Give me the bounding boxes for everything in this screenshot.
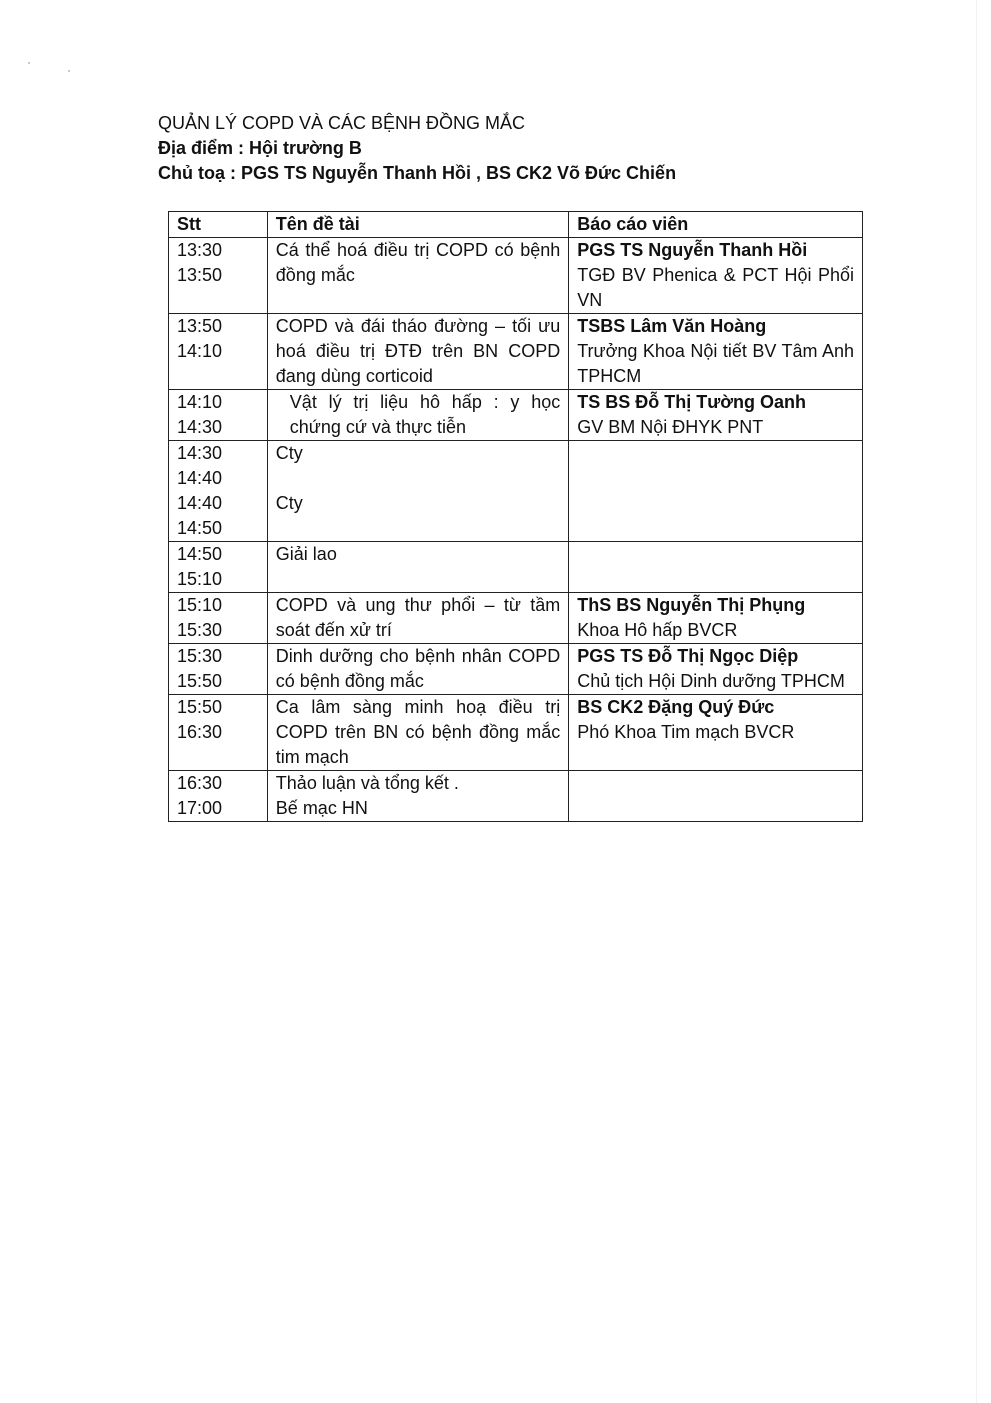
speaker-name: TSBS Lâm Văn Hoàng <box>577 316 767 336</box>
topic-text: Cá thể hoá điều trị COPD có bệnh đồng mắc <box>275 240 561 285</box>
topic-sponsor-2: Cty <box>275 493 303 513</box>
session-location: Địa điểm : Hội trường B <box>158 138 362 158</box>
time-end: 15:30 <box>177 620 223 640</box>
time-3: 14:40 <box>177 493 223 513</box>
speaker-org: TGĐ BV Phenica & PCT Hội Phổi VN <box>577 265 854 310</box>
time-cell <box>169 542 268 593</box>
session-chairs: Chủ toạ : PGS TS Nguyễn Thanh Hồi , BS CK2 Võ Đức Chiến <box>158 163 677 183</box>
table-row <box>169 644 863 695</box>
time-cell <box>169 593 268 644</box>
table-row <box>169 542 863 593</box>
time-end: 14:10 <box>177 341 223 361</box>
topic-sponsor-1: Cty <box>275 443 303 463</box>
table-row <box>169 314 863 390</box>
topic-cell <box>267 390 568 441</box>
time-end: 13:50 <box>177 265 223 285</box>
scan-speck <box>68 70 70 72</box>
header-topic: Tên đề tài <box>267 212 568 238</box>
time-end: 14:30 <box>177 417 223 437</box>
table-row <box>169 238 863 314</box>
schedule-table <box>168 211 863 822</box>
speaker-cell <box>569 390 863 441</box>
speaker-cell-empty <box>569 441 863 542</box>
speaker-cell <box>569 314 863 390</box>
time-cell <box>169 695 268 771</box>
topic-cell <box>267 238 568 314</box>
header-stt: Stt <box>169 212 268 238</box>
topic-cell <box>267 593 568 644</box>
time-1: 14:30 <box>177 443 223 463</box>
speaker-name: ThS BS Nguyễn Thị Phụng <box>577 595 806 615</box>
table-row <box>169 441 863 542</box>
time-cell <box>169 390 268 441</box>
topic-adjourn: Bế mạc HN <box>275 798 368 818</box>
scan-edge-shadow <box>976 0 977 1403</box>
topic-text: Dinh dưỡng cho bệnh nhân COPD có bệnh đồng mắc <box>275 646 561 691</box>
topic-cell <box>267 542 568 593</box>
speaker-org: Chủ tịch Hội Dinh dưỡng TPHCM <box>577 671 845 691</box>
time-end: 15:10 <box>177 569 223 589</box>
topic-text: Vật lý trị liệu hô hấp : y học chứng cứ và thực tiễn <box>289 392 561 437</box>
time-start: 14:10 <box>177 392 223 412</box>
speaker-cell <box>569 593 863 644</box>
document-header <box>158 111 878 186</box>
time-start: 13:50 <box>177 316 223 336</box>
topic-cell <box>267 314 568 390</box>
topic-text: COPD và ung thư phổi – từ tầm soát đến xử trí <box>275 595 561 640</box>
time-4: 14:50 <box>177 518 223 538</box>
topic-text: COPD và đái tháo đường – tối ưu hoá điều trị ĐTĐ trên BN COPD đang dùng corticoid <box>275 316 561 386</box>
table-row <box>169 771 863 822</box>
spacer <box>276 466 560 491</box>
time-end: 17:00 <box>177 798 223 818</box>
table-row <box>169 593 863 644</box>
speaker-cell-empty <box>569 771 863 822</box>
table-header-row <box>169 212 863 238</box>
topic-cell <box>267 644 568 695</box>
speaker-name: PGS TS Nguyễn Thanh Hồi <box>577 240 808 260</box>
speaker-org: GV BM Nội ĐHYK PNT <box>577 417 764 437</box>
time-cell <box>169 644 268 695</box>
time-cell <box>169 314 268 390</box>
time-end: 15:50 <box>177 671 223 691</box>
time-start: 15:30 <box>177 646 223 666</box>
topic-closing: Thảo luận và tổng kết . <box>275 773 459 793</box>
speaker-name: BS CK2 Đặng Quý Đức <box>577 697 775 717</box>
speaker-cell <box>569 695 863 771</box>
topic-text: Giải lao <box>275 544 337 564</box>
speaker-cell <box>569 238 863 314</box>
header-speaker: Báo cáo viên <box>569 212 863 238</box>
speaker-org: Khoa Hô hấp BVCR <box>577 620 738 640</box>
time-start: 14:50 <box>177 544 223 564</box>
speaker-name: TS BS Đỗ Thị Tường Oanh <box>577 392 807 412</box>
speaker-cell <box>569 644 863 695</box>
table-row <box>169 695 863 771</box>
time-start: 15:10 <box>177 595 223 615</box>
time-cell <box>169 238 268 314</box>
scan-speck <box>28 62 30 64</box>
time-start: 16:30 <box>177 773 223 793</box>
time-end: 16:30 <box>177 722 223 742</box>
session-title: QUẢN LÝ COPD VÀ CÁC BỆNH ĐỒNG MẮC <box>158 113 526 133</box>
topic-text: Ca lâm sàng minh hoạ điều trị COPD trên BN có bệnh đồng mắc tim mạch <box>275 697 561 767</box>
time-start: 15:50 <box>177 697 223 717</box>
speaker-name: PGS TS Đỗ Thị Ngọc Diệp <box>577 646 799 666</box>
topic-cell <box>267 441 568 542</box>
speaker-cell-empty <box>569 542 863 593</box>
topic-cell <box>267 695 568 771</box>
speaker-org: Phó Khoa Tim mạch BVCR <box>577 722 795 742</box>
time-start: 13:30 <box>177 240 223 260</box>
time-2: 14:40 <box>177 468 223 488</box>
time-cell <box>169 771 268 822</box>
speaker-org: Trưởng Khoa Nội tiết BV Tâm Anh TPHCM <box>577 341 854 386</box>
time-cell <box>169 441 268 542</box>
topic-cell <box>267 771 568 822</box>
table-row <box>169 390 863 441</box>
